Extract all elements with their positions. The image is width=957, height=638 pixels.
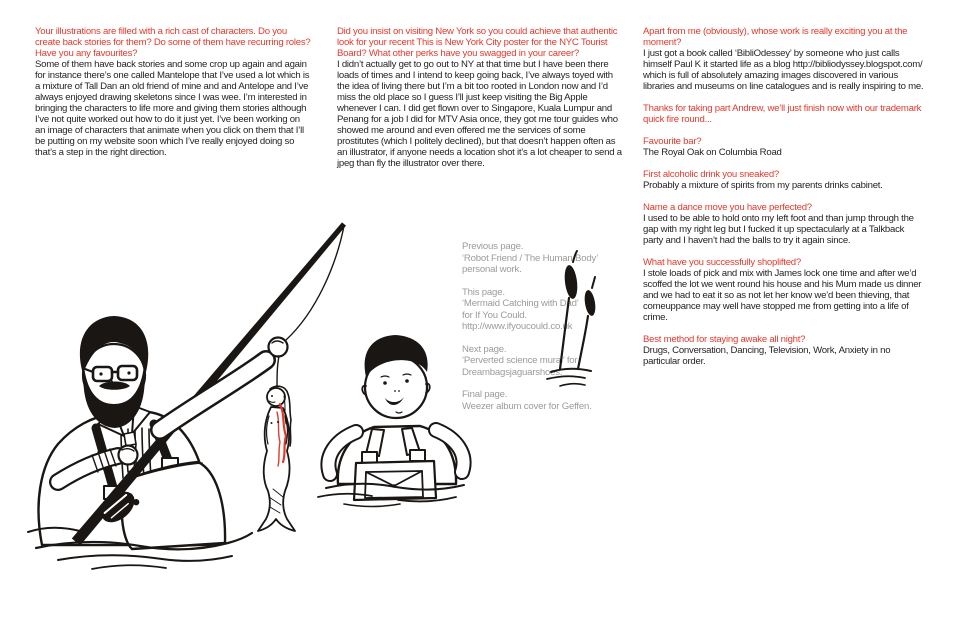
quickfire-question: Name a dance move you have perfected? [643, 202, 812, 213]
quickfire-answer: Drugs, Conversation, Dancing, Television, Work, Anxiety in no particular order. [643, 345, 891, 367]
interview-column-3 [643, 26, 924, 378]
interview-column-1 [35, 26, 312, 169]
quickfire-question: First alcoholic drink you sneaked? [643, 169, 780, 180]
caption-line: ‘Mermaid Catching with Dad’ [462, 298, 579, 309]
caption-line: ‘Robot Friend / The Human Body’ [462, 252, 599, 264]
quickfire-answer: The Royal Oak on Columbia Road [643, 147, 782, 158]
dad-figure [39, 222, 346, 549]
child-figure [318, 335, 464, 507]
quickfire-question: Favourite bar? [643, 136, 702, 147]
quickfire-answer: I stole loads of pick and mix with James lock one time and after we’d scoffed the lot we went round his house and his Mum made us dinner and we had to eat it so as not let her know we’d been thieving, that comeuppance may well have stopped me from getting into a life of crime. [643, 268, 922, 323]
interview-question: Did you insist on visiting New York so you could achieve that authentic look for your recent This is New York City poster for the NYC Tourist Board? What other perks have you swagged in your career? [337, 26, 618, 59]
interview-outro: Thanks for taking part Andrew, we’ll just finish now with our trademark quick fire round... [643, 103, 922, 125]
fishing-line [277, 226, 344, 390]
caption-line: Previous page. [462, 241, 524, 252]
interview-question: Your illustrations are filled with a rich cast of characters. Do you create back stories for them? Do some of them have recurring roles? Have you any favourites? [35, 26, 311, 59]
caption-line: ‘Perverted science mural’ for [462, 355, 578, 366]
caption-url: http://www.ifyoucould.co.uk [462, 321, 573, 332]
mermaid-figure [258, 386, 295, 531]
dad-head [80, 316, 148, 428]
interview-question: Apart from me (obviously), whose work is really exciting you at the moment? [643, 26, 908, 48]
caption-line: This page. [462, 286, 505, 298]
caption-line: Dreambagsjaguarshoes. [462, 366, 563, 378]
caption-line: Weezer album cover for Geffen. [462, 400, 592, 412]
interview-answer: I didn’t actually get to go out to NY at that time but I have been there loads of times and I intend to keep going back, I’ve always toyed with the idea of living there but I’m a bit too rooted in London now and I’d miss the old place so I guess I’ll just keep visiting the Big Apple whenever I can. I did get flown over to Singapore, Kuala Lumpur and Penang for a job I did for MTV Asia once, they got me tour guides who showed me around and even offered me the services of some prostitutes (which I politely declined), but that doesn’t happen often as an illustrator, if anyone needs a location shot it’s a lot cheaper to send a jpeg than fly the illustrator over there. [337, 59, 622, 169]
child-head [362, 335, 430, 418]
quickfire-question: What have you successfully shoplifted? [643, 257, 801, 268]
mermaid-catching-illustration [0, 220, 640, 638]
interview-column-2 [337, 26, 622, 180]
caption-line: personal work. [462, 264, 522, 275]
caption-line: Final page. [462, 389, 508, 400]
bulrushes-icon [547, 251, 597, 386]
quickfire-answer: Probably a mixture of spirits from my parents drinks cabinet. [643, 180, 883, 191]
caption-line: for If You Could. [462, 309, 527, 321]
quickfire-question: Best method for staying awake all night? [643, 334, 806, 345]
interview-answer: Some of them have back stories and some crop up again and again for instance there’s one called Mantelope that I’ve used a lot which is a mixture of Tall Dan an old friend of mine and and Antelope and I’ve always enjoyed drawing skeletons since I was wee. I’m interested in bringing the characters to life more and giving them stories although I’ve not quite worked out how to do it just yet. I’ve been working on an image of characters that animate when you click on them that I’ll be putting on my website soon which I’ve really enjoyed doing so that’s a step in the right direction. [35, 59, 310, 158]
interview-answer: I just got a book called ‘BibliOdessey’ by someone who just calls himself Paul K it started life as a blog http://bibliodyssey.blogspot.com/ which is full of absolutely amazing images discovered in various libraries and museums on line catalogues and is really inspiring to me. [643, 48, 924, 92]
caption-line: Next page. [462, 343, 507, 355]
quickfire-answer: I used to be able to hold onto my left foot and than jump through the gap with my right leg but I fucked it up spectacularly at a Talkback party and I haven’t had the balls to try it again since. [643, 213, 914, 246]
